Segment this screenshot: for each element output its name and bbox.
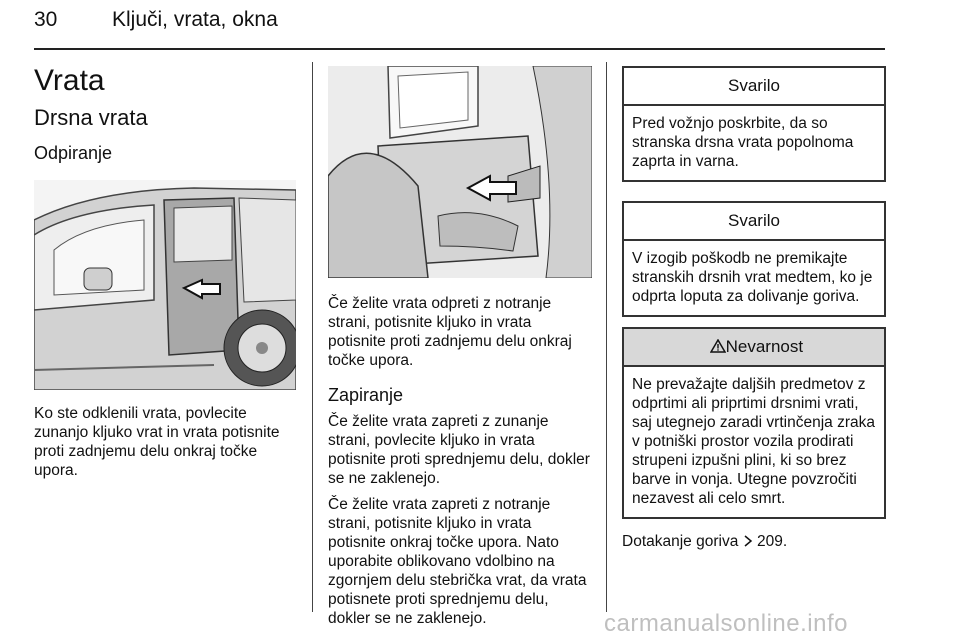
danger-title: Nevarnost — [725, 337, 804, 356]
reference-page: 209. — [756, 533, 788, 550]
exterior-door-figure — [34, 180, 296, 390]
van-exterior-illustration — [34, 180, 296, 390]
reference-text: Dotakanje goriva — [622, 533, 739, 550]
page-header — [34, 8, 885, 38]
warning-text: V izogib poškodb ne premikajte stranskih drsnih vrat medtem, ko je odprta loputa za dolivanje goriva. — [632, 250, 873, 305]
section-heading: Vrata — [34, 64, 105, 97]
warning-text: Pred vožnjo poskrbite, da so stranska drsna vrata popolnoma zaprta in varna. — [632, 115, 854, 170]
warning-title: Svarilo — [624, 203, 884, 241]
cross-reference — [622, 532, 886, 551]
danger-header — [624, 329, 884, 367]
page-reference-icon — [743, 535, 753, 547]
interior-door-figure — [328, 66, 592, 278]
body-paragraph: Če želite vrata zapreti z notranje strani, potisnite kljuko in vrata potisnite onkraj točke upora. Nato uporabite oblikovano vdolbino na zgornjem delu stebrička vrat, da vrata potisnete proti sprednjemu delu, dokler se ne zaklenejo. — [328, 496, 587, 627]
body-paragraph: Ko ste odklenili vrata, povlecite zunanjo kljuko vrat in vrata potisnite proti zadnjemu delu onkraj točke upora. — [34, 405, 280, 479]
watermark: carmanualsonline.info — [604, 610, 848, 637]
warning-triangle-icon — [710, 339, 726, 353]
header-rule — [34, 48, 885, 50]
column-2 — [328, 62, 592, 628]
column-1 — [34, 62, 296, 480]
door-interior-illustration — [328, 66, 592, 278]
danger-box — [622, 327, 886, 519]
page-number: 30 — [34, 8, 58, 31]
warning-title: Svarilo — [624, 68, 884, 106]
danger-text: Ne prevažajte daljših predmetov z odprtimi ali priprtimi drsnimi vrati, saj utegnejo zaradi vrtinčenja zraka v potniški prostor vozila prodirati strupeni izpušni plini, ki so brez barve in vonja. Utegne povzročiti nezavest ali celo smrt. — [632, 376, 875, 507]
body-paragraph: Če želite vrata zapreti z zunanje strani, povlecite kljuko in vrata potisnite proti sprednjemu delu, dokler se ne zaklenejo. — [328, 413, 590, 487]
column-3 — [622, 62, 886, 551]
body-paragraph: Če želite vrata odpreti z notranje strani, potisnite kljuko in vrata potisnite proti zadnjemu delu onkraj točke upora. — [328, 295, 572, 369]
warning-box — [622, 201, 886, 317]
column-divider — [312, 62, 313, 612]
chapter-title: Ključi, vrata, okna — [112, 8, 278, 31]
column-divider — [606, 62, 607, 612]
warning-box — [622, 66, 886, 182]
subsection-heading: Drsna vrata — [34, 105, 148, 130]
subsubsection-heading: Odpiranje — [34, 143, 113, 163]
subsubsection-heading: Zapiranje — [328, 385, 404, 405]
